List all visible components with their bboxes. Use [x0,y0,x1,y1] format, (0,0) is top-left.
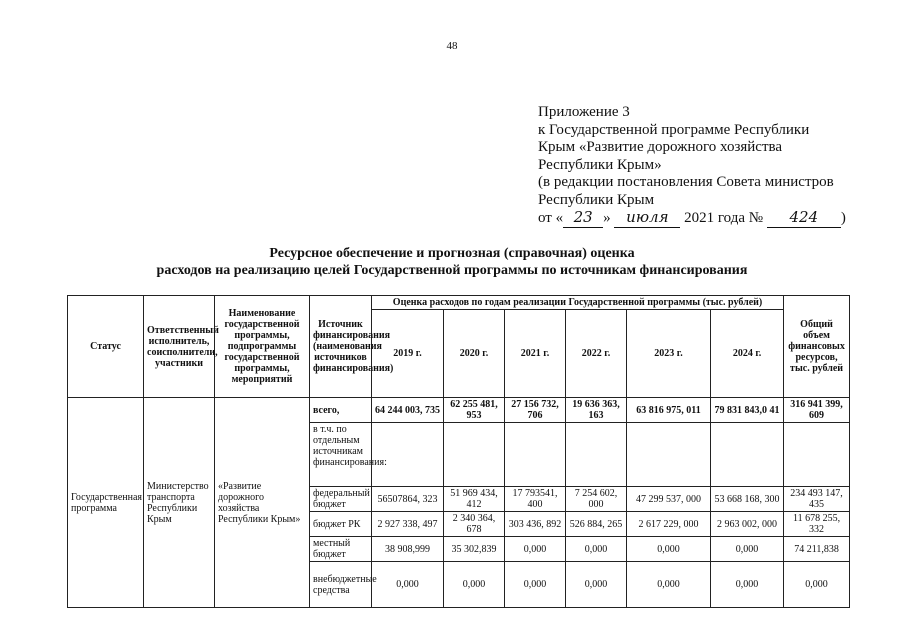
header-source: Источник финансирования (наименования источников финансирования) [310,296,372,398]
cell-total: 74 211,838 [784,537,850,562]
table-row [68,398,850,423]
date-day-handwritten: 23 [563,209,603,228]
cell-value: 63 816 975, 011 [627,398,711,423]
cell-value: 0,000 [505,537,566,562]
header-year: 2023 г. [627,310,711,398]
cell-value: 0,000 [444,562,505,608]
date-prefix: от « [538,210,564,226]
cell-value: 27 156 732, 706 [505,398,566,423]
cell-value: 2 340 364, 678 [444,512,505,537]
cell-total [784,423,850,487]
date-year-text: 2021 года № [684,210,764,226]
cell-value: 56507864, 323 [372,487,444,512]
cell-value: 2 617 229, 000 [627,512,711,537]
cell-executor: Министерство транспорта Республики Крым [144,398,215,608]
cell-program-name: «Развитие дорожного хозяйства Республики Крым» [215,398,310,608]
header-year: 2020 г. [444,310,505,398]
cell-source: федеральный бюджет [310,487,372,512]
cell-value: 0,000 [711,562,784,608]
cell-value [372,423,444,487]
header-year: 2022 г. [566,310,627,398]
cell-value: 53 668 168, 300 [711,487,784,512]
cell-value: 17 793541, 400 [505,487,566,512]
header-total: Общий объем финансовых ресурсов, тыс. рублей [784,296,850,398]
header-executor: Ответственный исполнитель, соисполнители, участники [144,296,215,398]
cell-value: 2 927 338, 497 [372,512,444,537]
cell-value: 0,000 [372,562,444,608]
appendix-line-1: Приложение 3 [538,104,630,120]
cell-source: в т.ч. по отдельным источникам финансирования: [310,423,372,487]
cell-value: 303 436, 892 [505,512,566,537]
header-year: 2024 г. [711,310,784,398]
header-year: 2019 г. [372,310,444,398]
title-line-2: расходов на реализацию целей Государственной программы по источникам финансирования [156,263,748,278]
cell-value: 0,000 [711,537,784,562]
cell-value [711,423,784,487]
cell-total: 234 493 147, 435 [784,487,850,512]
appendix-date-line [538,209,888,228]
cell-value: 0,000 [505,562,566,608]
date-mid: » [603,210,611,226]
cell-source: внебюджетные средства [310,562,372,608]
cell-value: 47 299 537, 000 [627,487,711,512]
appendix-line-3: Крым «Развитие дорожного хозяйства [538,139,783,155]
header-status: Статус [68,296,144,398]
cell-value: 0,000 [627,562,711,608]
cell-total: 316 941 399, 609 [784,398,850,423]
cell-value [627,423,711,487]
cell-value: 51 969 434, 412 [444,487,505,512]
cell-value: 2 963 002, 000 [711,512,784,537]
cell-value [566,423,627,487]
cell-value [444,423,505,487]
appendix-line-6: Республики Крым [538,191,655,208]
cell-total: 11 678 255, 332 [784,512,850,537]
doc-number-handwritten: 424 [767,209,841,228]
cell-value: 0,000 [627,537,711,562]
header-estimate: Оценка расходов по годам реализации Государственной программы (тыс. рублей) [372,296,784,310]
cell-value: 19 636 363, 163 [566,398,627,423]
cell-status: Государственная программа [68,398,144,608]
cell-value: 0,000 [566,537,627,562]
appendix-line-2: к Государственной программе Республики [538,121,810,138]
appendix-line-5: (в редакции постановления Совета министров [538,174,834,190]
cell-value: 62 255 481, 953 [444,398,505,423]
cell-value [505,423,566,487]
document-title [0,245,904,279]
financing-table [67,295,850,608]
cell-value: 7 254 602, 000 [566,487,627,512]
cell-value: 38 908,999 [372,537,444,562]
cell-total: 0,000 [784,562,850,608]
cell-source: всего, [310,398,372,423]
date-suffix: ) [840,210,846,226]
cell-value: 79 831 843,0 41 [711,398,784,423]
header-name: Наименование государственной программы, подпрограммы государственной программы, мероприятий [215,296,310,398]
cell-source: бюджет РК [310,512,372,537]
appendix-block [538,104,888,228]
appendix-line-4: Республики Крым» [538,156,662,173]
title-line-1: Ресурсное обеспечение и прогнозная (справочная) оценка [269,246,635,261]
header-year: 2021 г. [505,310,566,398]
cell-source: местный бюджет [310,537,372,562]
date-month-handwritten: июля [614,209,680,228]
cell-value: 35 302,839 [444,537,505,562]
cell-value: 64 244 003, 735 [372,398,444,423]
page-number: 48 [446,40,458,52]
cell-value: 526 884, 265 [566,512,627,537]
cell-value: 0,000 [566,562,627,608]
